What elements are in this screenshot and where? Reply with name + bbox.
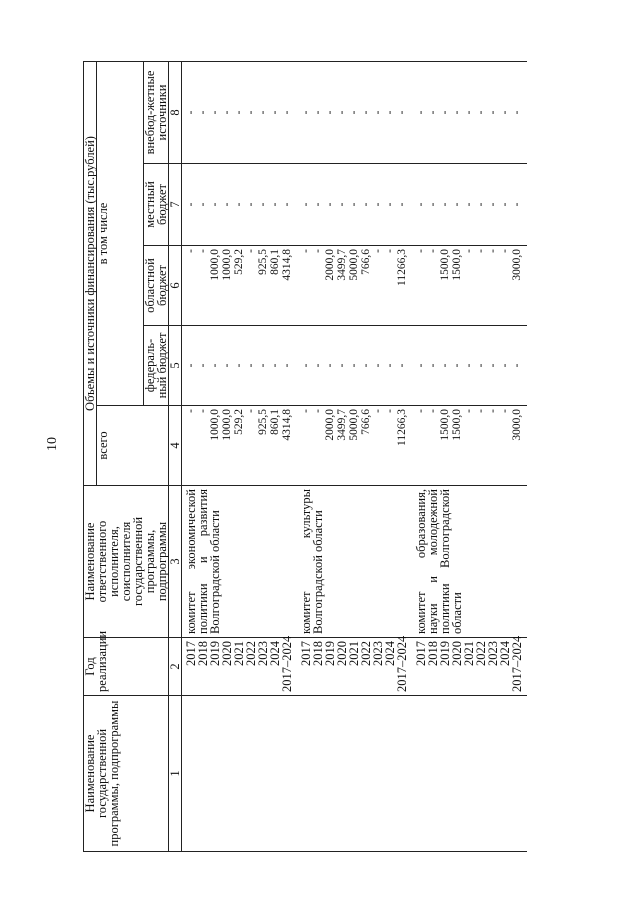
local-cell-value: -: [475, 202, 487, 207]
regional-cell-value: 925,5: [257, 249, 269, 275]
extrabudget-cell: [182, 61, 298, 163]
regional-cell-value: -: [197, 249, 209, 253]
year-cell-value: 2017–2024: [280, 635, 294, 692]
local-cell: [182, 164, 298, 246]
federal-cell-value: -: [209, 363, 221, 368]
local-cell-value: -: [197, 202, 209, 207]
header-finance: Объемы и источники финансирования (тыс.рублей): [84, 61, 97, 485]
year-cell-value: 2021: [232, 641, 246, 666]
extrabudget-cell-value: -: [499, 110, 511, 115]
col-number-4: 4: [169, 406, 182, 486]
header-regional: областной бюджет: [144, 246, 169, 326]
federal-cell-value: -: [415, 363, 427, 368]
year-cell-value: 2017: [184, 641, 198, 666]
year-cell-value: 2024: [498, 641, 512, 666]
total-cell-value: 1500,0: [439, 409, 451, 441]
regional-cell-value: 3499,7: [336, 249, 348, 281]
year-cell-value: 2021: [462, 641, 476, 666]
local-cell-value: -: [451, 202, 463, 207]
local-cell-value: -: [209, 202, 221, 207]
federal-cell-value: -: [463, 363, 475, 368]
total-cell-value: 860,1: [269, 409, 281, 435]
header-local: местный бюджет: [144, 164, 169, 246]
extrabudget-cell-value: -: [396, 110, 408, 115]
federal-cell-value: -: [372, 363, 384, 368]
regional-cell: [182, 246, 298, 326]
extrabudget-cell-value: -: [439, 110, 451, 115]
regional-cell-value: -: [415, 249, 427, 253]
local-cell-value: -: [415, 202, 427, 207]
year-cell-value: 2019: [323, 641, 337, 666]
program-name-cell: [182, 696, 298, 852]
local-cell: [412, 164, 527, 246]
year-cell-value: 2019: [438, 641, 452, 666]
total-cell-value: 925,5: [257, 409, 269, 435]
regional-cell-value: -: [475, 249, 487, 253]
local-cell-value: -: [499, 202, 511, 207]
regional-cell: [412, 246, 527, 326]
regional-cell: [297, 246, 412, 326]
total-cell-value: 3499,7: [336, 409, 348, 441]
col-number-2: 2: [169, 638, 182, 696]
year-cell-value: 2021: [347, 641, 361, 666]
federal-cell-value: -: [487, 363, 499, 368]
federal-cell-value: -: [511, 363, 523, 368]
extrabudget-cell-value: -: [221, 110, 233, 115]
local-cell-value: -: [396, 202, 408, 207]
extrabudget-cell-value: -: [257, 110, 269, 115]
year-cell-value: 2018: [311, 641, 325, 666]
total-cell-value: -: [197, 409, 209, 413]
regional-cell-value: -: [372, 249, 384, 253]
header-program-name: Наименование государственной программы, подпрограммы: [84, 696, 169, 852]
rotated-table-container: [83, 62, 524, 852]
col-number-1: 1: [169, 696, 182, 852]
extrabudget-cell-value: -: [348, 110, 360, 115]
total-cell-value: -: [415, 409, 427, 413]
total-cell-value: 5000,0: [348, 409, 360, 441]
regional-cell-value: 3000,0: [511, 249, 523, 281]
federal-cell-value: -: [312, 363, 324, 368]
program-name-cell: [412, 696, 527, 852]
local-cell: [297, 164, 412, 246]
year-cell-value: 2018: [196, 641, 210, 666]
col-number-7: 7: [169, 164, 182, 246]
regional-cell-value: -: [312, 249, 324, 253]
local-cell-value: -: [300, 202, 312, 207]
regional-cell-value: 766,6: [360, 249, 372, 275]
year-cell: [412, 635, 527, 696]
regional-cell-value: -: [487, 249, 499, 253]
year-cell-value: 2019: [208, 641, 222, 666]
federal-cell: [182, 326, 298, 406]
regional-cell-value: 2000,0: [324, 249, 336, 281]
year-cell-value: 2018: [426, 641, 440, 666]
regional-cell-value: 529,2: [233, 249, 245, 275]
year-cell-value: 2024: [268, 641, 282, 666]
total-cell: [297, 406, 412, 486]
year-cell-value: 2023: [486, 641, 500, 666]
year-cell-value: 2017: [299, 641, 313, 666]
local-cell-value: -: [257, 202, 269, 207]
federal-cell-value: -: [348, 363, 360, 368]
local-cell-value: -: [463, 202, 475, 207]
total-cell-value: 766,6: [360, 409, 372, 435]
year-cell-value: 2024: [383, 641, 397, 666]
total-cell-value: 1000,0: [209, 409, 221, 441]
table-body: [182, 61, 528, 851]
local-cell-value: -: [233, 202, 245, 207]
regional-cell-value: -: [300, 249, 312, 253]
extrabudget-cell: [297, 61, 412, 163]
total-cell-value: -: [487, 409, 499, 413]
table-row: [412, 61, 527, 851]
local-cell-value: -: [427, 202, 439, 207]
local-cell-value: -: [360, 202, 372, 207]
total-cell-value: 4314,8: [281, 409, 293, 441]
header-year: Год реализации: [84, 638, 169, 696]
federal-cell-value: -: [475, 363, 487, 368]
regional-cell-value: 11266,3: [396, 249, 408, 286]
federal-cell: [297, 326, 412, 406]
extrabudget-cell-value: -: [336, 110, 348, 115]
header-federal: федераль-ный бюджет: [144, 326, 169, 406]
regional-cell-value: 860,1: [269, 249, 281, 275]
col-number-3: 3: [169, 486, 182, 638]
total-cell-value: 3000,0: [511, 409, 523, 441]
table-row: [182, 61, 298, 851]
federal-cell-value: -: [281, 363, 293, 368]
extrabudget-cell-value: -: [324, 110, 336, 115]
extrabudget-cell-value: -: [451, 110, 463, 115]
total-cell-value: -: [384, 409, 396, 413]
local-cell-value: -: [511, 202, 523, 207]
local-cell-value: -: [312, 202, 324, 207]
header-extrabudget: внебюд-жетные источники: [144, 61, 169, 163]
extrabudget-cell-value: -: [427, 110, 439, 115]
extrabudget-cell-value: -: [384, 110, 396, 115]
executor-cell: комитет экономической политики и развития Волгоградской области: [182, 486, 298, 638]
executor-cell: комитет культуры Волгоградской области: [297, 486, 412, 638]
regional-cell-value: -: [245, 249, 257, 253]
regional-cell-value: 1000,0: [221, 249, 233, 281]
regional-cell-value: -: [463, 249, 475, 253]
total-cell-value: 2000,0: [324, 409, 336, 441]
year-cell-value: 2020: [450, 641, 464, 666]
total-cell-value: -: [185, 409, 197, 413]
federal-cell-value: -: [499, 363, 511, 368]
federal-cell-value: -: [427, 363, 439, 368]
total-cell-value: -: [245, 409, 257, 413]
table-row: [297, 61, 412, 851]
year-cell-value: 2017–2024: [510, 635, 524, 692]
federal-cell-value: -: [384, 363, 396, 368]
federal-cell-value: -: [185, 363, 197, 368]
total-cell-value: -: [463, 409, 475, 413]
regional-cell-value: -: [384, 249, 396, 253]
local-cell-value: -: [439, 202, 451, 207]
extrabudget-cell: [412, 61, 527, 163]
federal-cell-value: -: [439, 363, 451, 368]
header-total: всего: [97, 406, 169, 486]
extrabudget-cell-value: -: [300, 110, 312, 115]
total-cell-value: 1000,0: [221, 409, 233, 441]
local-cell-value: -: [348, 202, 360, 207]
federal-cell-value: -: [300, 363, 312, 368]
extrabudget-cell-value: -: [269, 110, 281, 115]
header-including: в том числе: [97, 61, 144, 405]
local-cell-value: -: [245, 202, 257, 207]
total-cell: [182, 406, 298, 486]
year-cell-value: 2023: [256, 641, 270, 666]
extrabudget-cell-value: -: [360, 110, 372, 115]
local-cell-value: -: [185, 202, 197, 207]
extrabudget-cell-value: -: [487, 110, 499, 115]
header-executor: Наименование ответственного исполнителя, соисполнителя государственной программы, подпрограммы: [84, 486, 169, 638]
year-cell-value: 2017: [414, 641, 428, 666]
local-cell-value: -: [336, 202, 348, 207]
federal-cell-value: -: [396, 363, 408, 368]
year-cell: [297, 635, 412, 696]
local-cell-value: -: [487, 202, 499, 207]
total-cell-value: -: [312, 409, 324, 413]
federal-cell-value: -: [324, 363, 336, 368]
total-cell-value: -: [499, 409, 511, 413]
regional-cell-value: 5000,0: [348, 249, 360, 281]
extrabudget-cell-value: -: [463, 110, 475, 115]
federal-cell-value: -: [221, 363, 233, 368]
extrabudget-cell-value: -: [312, 110, 324, 115]
regional-cell-value: -: [427, 249, 439, 253]
page-number: 10: [45, 437, 60, 451]
extrabudget-cell-value: -: [511, 110, 523, 115]
local-cell-value: -: [324, 202, 336, 207]
local-cell-value: -: [281, 202, 293, 207]
year-cell-value: 2017–2024: [395, 635, 409, 692]
federal-cell-value: -: [269, 363, 281, 368]
extrabudget-cell-value: -: [209, 110, 221, 115]
local-cell-value: -: [372, 202, 384, 207]
federal-cell-value: -: [257, 363, 269, 368]
regional-cell-value: 1500,0: [451, 249, 463, 281]
col-number-6: 6: [169, 246, 182, 326]
total-cell: [412, 406, 527, 486]
total-cell-value: -: [427, 409, 439, 413]
total-cell-value: 1500,0: [451, 409, 463, 441]
regional-cell-value: 1000,0: [209, 249, 221, 281]
col-number-8: 8: [169, 61, 182, 163]
extrabudget-cell-value: -: [281, 110, 293, 115]
extrabudget-cell-value: -: [415, 110, 427, 115]
year-cell-value: 2022: [244, 641, 258, 666]
extrabudget-cell-value: -: [233, 110, 245, 115]
year-cell-value: 2022: [359, 641, 373, 666]
financing-table: [83, 61, 527, 852]
program-name-cell: [297, 696, 412, 852]
extrabudget-cell-value: -: [197, 110, 209, 115]
extrabudget-cell-value: -: [475, 110, 487, 115]
federal-cell: [412, 326, 527, 406]
regional-cell-value: 1500,0: [439, 249, 451, 281]
federal-cell-value: -: [360, 363, 372, 368]
regional-cell-value: -: [499, 249, 511, 253]
regional-cell-value: 4314,8: [281, 249, 293, 281]
regional-cell-value: -: [185, 249, 197, 253]
year-cell-value: 2020: [335, 641, 349, 666]
local-cell-value: -: [269, 202, 281, 207]
local-cell-value: -: [384, 202, 396, 207]
federal-cell-value: -: [233, 363, 245, 368]
federal-cell-value: -: [197, 363, 209, 368]
total-cell-value: -: [300, 409, 312, 413]
federal-cell-value: -: [451, 363, 463, 368]
federal-cell-value: -: [336, 363, 348, 368]
extrabudget-cell-value: -: [245, 110, 257, 115]
year-cell: [182, 635, 298, 696]
total-cell-value: 11266,3: [396, 409, 408, 446]
year-cell-value: 2020: [220, 641, 234, 666]
total-cell-value: -: [475, 409, 487, 413]
col-number-5: 5: [169, 326, 182, 406]
extrabudget-cell-value: -: [185, 110, 197, 115]
year-cell-value: 2023: [371, 641, 385, 666]
local-cell-value: -: [221, 202, 233, 207]
federal-cell-value: -: [245, 363, 257, 368]
year-cell-value: 2022: [474, 641, 488, 666]
extrabudget-cell-value: -: [372, 110, 384, 115]
total-cell-value: 529,2: [233, 409, 245, 435]
total-cell-value: -: [372, 409, 384, 413]
executor-cell: комитет образования, науки и молодежной политики Волгоградской области: [412, 486, 527, 638]
